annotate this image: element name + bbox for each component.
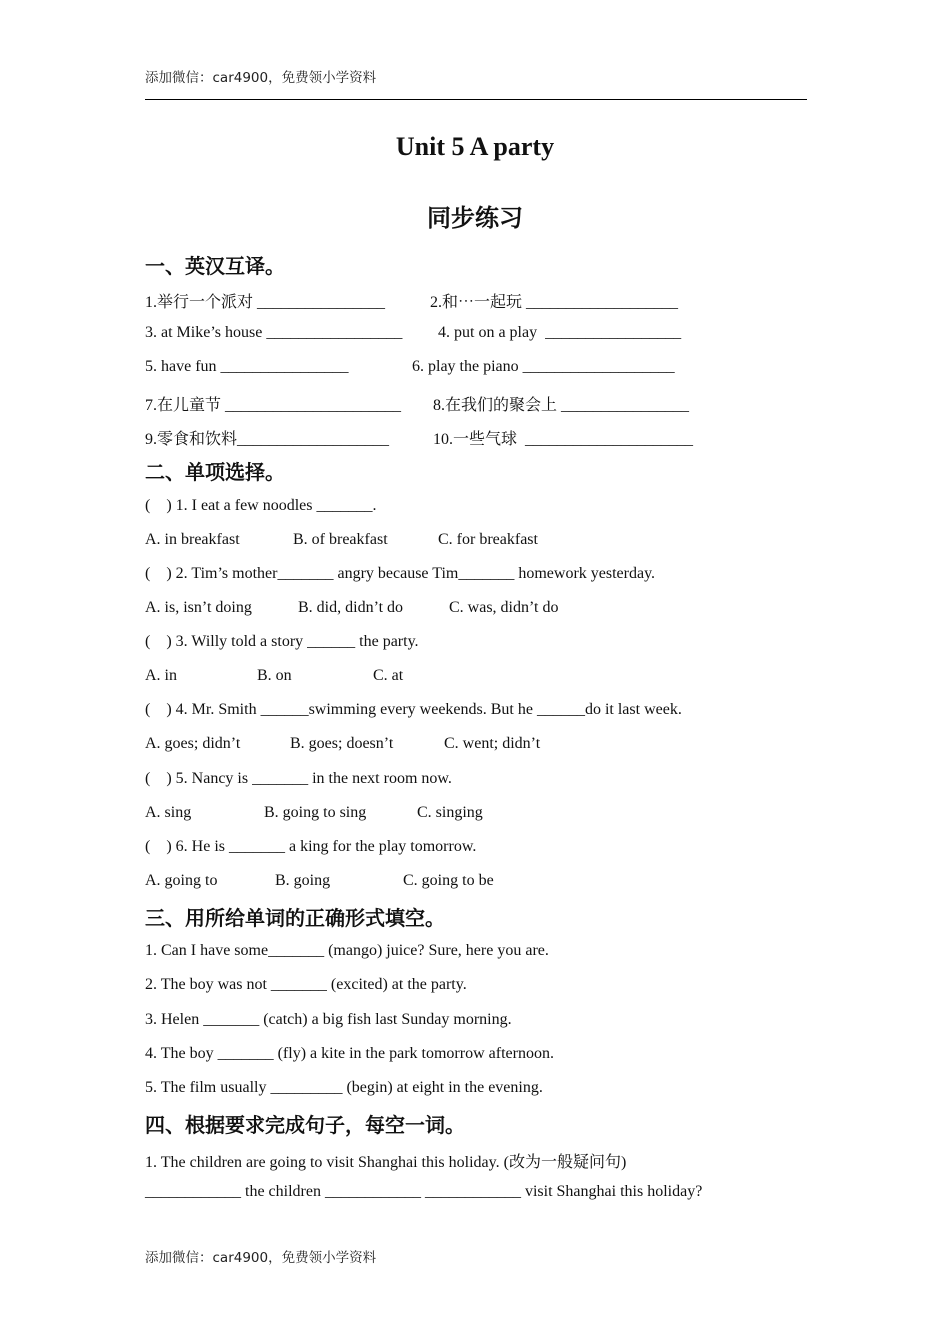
question-stem: ( ) 1. I eat a few noodles _______.: [145, 497, 377, 514]
translation-item: 6. play the piano ___________________: [412, 358, 675, 375]
fill-item: 2. The boy was not _______ (excited) at the party.: [145, 976, 467, 993]
fill-item: 4. The boy _______ (fly) a kite in the park tomorrow afternoon.: [145, 1045, 554, 1062]
header-divider: [145, 99, 807, 100]
option-b: B. on: [257, 667, 292, 684]
translation-item: 9.零食和饮料___________________: [145, 431, 390, 448]
section-1-heading: 一、英汉互译。: [145, 254, 285, 278]
question-stem: ( ) 2. Tim’s mother_______ angry because Tim_______ homework yesterday.: [145, 565, 656, 582]
question-stem: ( ) 5. Nancy is _______ in the next room now.: [145, 770, 452, 787]
sentence-answer-line: ____________ the children ____________ ____________ visit Shanghai this holiday?: [145, 1183, 703, 1200]
option-b: B. did, didn’t do: [298, 599, 404, 616]
option-c: C. at: [373, 667, 404, 684]
translation-item: 2.和⋯一起玩 ___________________: [430, 294, 679, 311]
translation-item: 7.在儿童节 ______________________: [145, 397, 402, 414]
option-a: A. in breakfast: [145, 531, 240, 548]
section-2-heading: 二、单项选择。: [145, 460, 285, 484]
option-c: C. singing: [417, 804, 483, 821]
page-subtitle: 同步练习: [427, 204, 523, 232]
page-title: Unit 5 A party: [395, 132, 555, 161]
option-a: A. in: [145, 667, 177, 684]
question-stem: ( ) 3. Willy told a story ______ the party.: [145, 633, 419, 650]
option-b: B. goes; doesn’t: [290, 735, 394, 752]
translation-item: 8.在我们的聚会上 ________________: [433, 397, 690, 414]
option-b: B. going: [275, 872, 331, 889]
header-note: 添加微信：car4900，免费领小学资料: [145, 70, 377, 86]
option-a: A. is, isn’t doing: [145, 599, 252, 616]
section-3-heading: 三、用所给单词的正确形式填空。: [145, 906, 445, 930]
question-stem: ( ) 4. Mr. Smith ______swimming every weekends. But he ______do it last week.: [145, 701, 682, 718]
question-stem: ( ) 6. He is _______ a king for the play tomorrow.: [145, 838, 477, 855]
option-a: A. goes; didn’t: [145, 735, 241, 752]
translation-item: 1.举行一个派对 ________________: [145, 294, 386, 311]
fill-item: 5. The film usually _________ (begin) at eight in the evening.: [145, 1079, 543, 1096]
option-b: B. going to sing: [264, 804, 367, 821]
fill-item: 3. Helen _______ (catch) a big fish last Sunday morning.: [145, 1011, 512, 1028]
option-c: C. went; didn’t: [444, 735, 541, 752]
sentence-item: 1. The children are going to visit Shanghai this holiday. (改为一般疑问句): [145, 1154, 627, 1171]
footer-note: 添加微信：car4900，免费领小学资料: [145, 1250, 377, 1266]
option-c: C. was, didn’t do: [449, 599, 559, 616]
translation-item: 4. put on a play _________________: [438, 324, 682, 341]
option-c: C. going to be: [403, 872, 494, 889]
fill-item: 1. Can I have some_______ (mango) juice? Sure, here you are.: [145, 942, 549, 959]
option-c: C. for breakfast: [438, 531, 538, 548]
option-a: A. sing: [145, 804, 192, 821]
option-b: B. of breakfast: [293, 531, 388, 548]
option-a: A. going to: [145, 872, 218, 889]
translation-item: 3. at Mike’s house _________________: [145, 324, 403, 341]
translation-item: 10.一些气球 _____________________: [433, 431, 694, 448]
section-4-heading: 四、根据要求完成句子，每空一词。: [145, 1113, 465, 1137]
translation-item: 5. have fun ________________: [145, 358, 349, 375]
